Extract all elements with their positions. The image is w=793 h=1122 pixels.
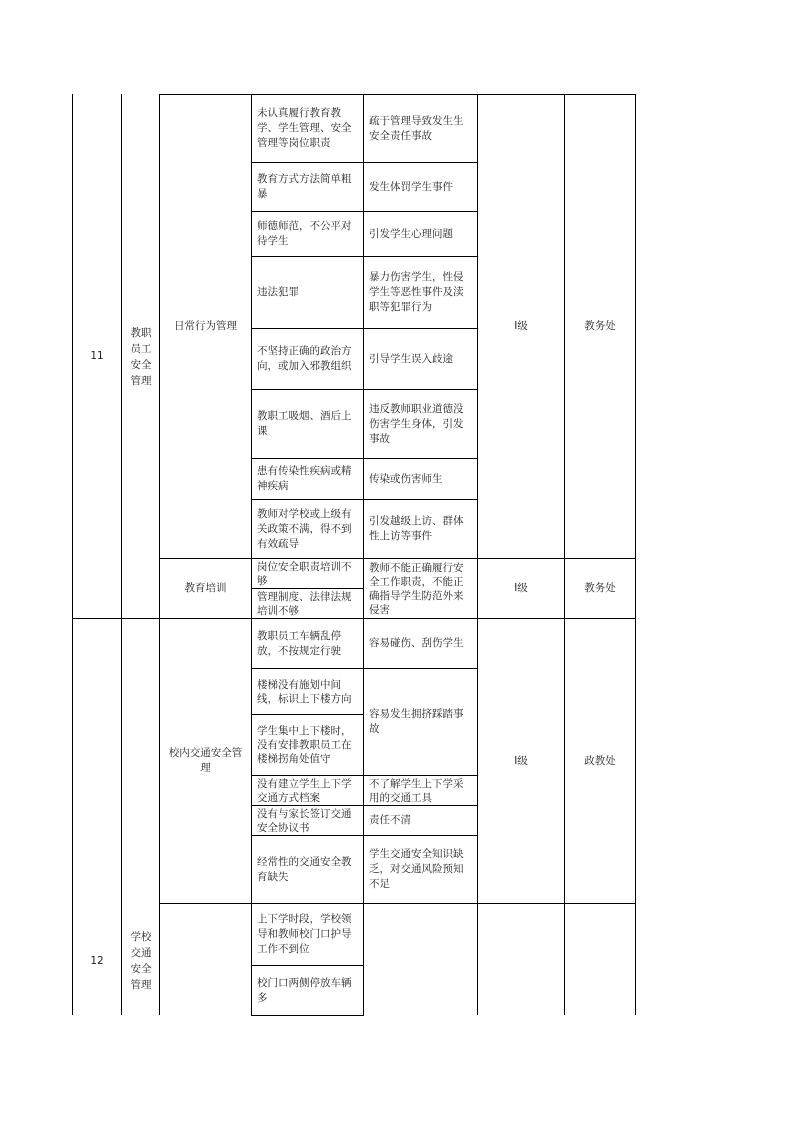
table-row-risk: 教职员工车辆乱停放，不按规定行驶 [257,629,341,657]
table-row-consequence: 不了解学生上下学采用的交通工具 [369,777,464,804]
table-row-consequence: 教师不能正确履行安全工作职责，不能正确指导学生防范外来侵害 [369,561,464,616]
section-11-sub2-dept: 教务处 [584,582,616,594]
section-11-sub2-level: Ⅰ级 [514,582,528,594]
table-row-consequence: 传染或伤害师生 [369,472,443,485]
table-row-consequence: 容易碰伤、刮伤学生 [369,637,464,649]
table-row-risk: 教师对学校或上级有关政策不满，得不到有效疏导 [257,507,352,550]
table-row-risk: 岗位安全职责培训不够 [257,560,352,587]
section-11-sub1-dept: 教务处 [584,320,616,332]
table-row-risk: 违法犯罪 [257,286,299,298]
section-12-number: 12 [90,955,104,967]
table-row-risk: 未认真履行教育教学、学生管理、安全管理等岗位职责 [257,107,352,149]
table-row-consequence: 违反教师职业道德没伤害学生身体，引发事故 [369,402,464,445]
table-row-risk: 师德师范，不公平对待学生 [257,220,352,247]
table-row-risk: 没有建立学生上下学交通方式档案 [257,777,352,804]
table-row-risk: 不坚持正确的政治方向，或加入邪教组织 [257,345,352,372]
table-row-consequence: 疏于管理导致发生生安全责任事故 [369,114,464,142]
section-11-category: 教职员工安全管理 [130,326,152,387]
table-row-risk: 患有传染性疾病或精神疾病 [257,465,352,492]
table-row-consequence: 容易发生拥挤踩踏事故 [369,708,464,735]
table-row-risk: 校门口两侧停放车辆多 [257,976,352,1004]
table-row-consequence: 暴力伤害学生，性侵学生等恶性事件及渎职等犯罪行为 [369,271,464,313]
table-row-risk: 经常性的交通安全教育缺失 [257,855,352,883]
table-row-consequence: 责任不清 [369,814,411,826]
section-12-sub1-dept: 政教处 [584,754,616,767]
table-row-consequence: 发生体罚学生事件 [369,180,453,193]
table-row-consequence: 引发学生心理问题 [369,227,453,240]
table-row-consequence: 引发越级上访、群体性上访等事件 [369,515,464,542]
table-row-risk: 管理制度、法律法规培训不够 [257,590,352,617]
table-row-consequence: 引导学生误入歧途 [369,352,453,365]
section-12-category: 学校交通安全管理 [130,931,152,991]
table-row-consequence: 学生交通安全知识缺乏，对交通风险预知不足 [369,848,464,890]
table-row-risk: 教育方式方法简单粗暴 [257,173,352,200]
section-12-sub1-name: 校内交通安全管理 [168,747,243,774]
table-row-risk: 楼梯没有施划中间线，标识上下楼方向 [257,678,352,705]
section-11-sub1-level: Ⅰ级 [514,320,528,332]
section-12-sub1-level: Ⅰ级 [514,754,528,767]
table-row-risk: 上下学时段，学校领导和教师校门口护导工作不到位 [257,913,352,955]
table-row-risk: 教职工吸烟、酒后上课 [257,410,352,437]
table-row-risk: 没有与家长签订交通安全协议书 [257,807,352,834]
table-row-risk: 学生集中上下楼时，没有安排教职员工在楼梯拐角处值守 [257,725,352,765]
section-11-sub2-name: 教育培训 [184,582,227,594]
section-11-sub1-name: 日常行为管理 [174,320,237,332]
section-11-number: 11 [90,350,104,362]
